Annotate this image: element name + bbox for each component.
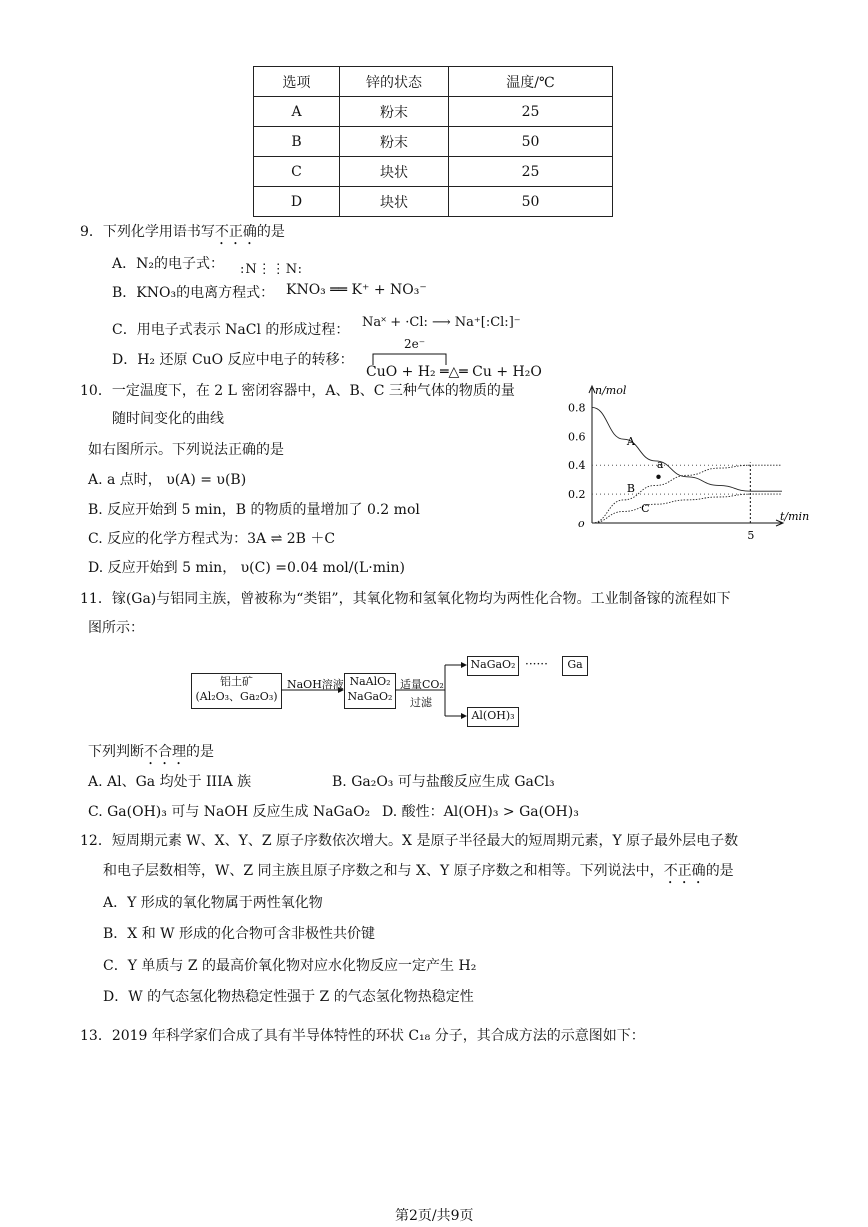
q11-option-d: D. 酸性：Al(OH)₃ > Ga(OH)₃	[382, 804, 579, 820]
q11-ask	[88, 741, 214, 768]
table-header: 选项	[254, 67, 340, 97]
table-row	[254, 127, 613, 157]
q11-option-c: C. Ga(OH)₃ 可与 NaOH 反应生成 NaGaO₂	[88, 804, 371, 820]
table-cell: 粉末	[340, 127, 449, 157]
q10-option-c: C. 反应的化学方程式为：3A ⇌ 2B ＋C	[88, 531, 336, 547]
table-cell: 块状	[340, 157, 449, 187]
y-tick-label: 0.2	[568, 488, 586, 502]
q9-emphasis: 不正确	[214, 224, 257, 240]
series-label-c: C	[641, 501, 650, 515]
table-cell: 25	[449, 157, 613, 187]
table-row	[254, 97, 613, 127]
table-header: 锌的状态	[340, 67, 449, 97]
flow-nagao2: NaGaO₂	[347, 690, 393, 703]
flow-ore-box	[191, 673, 282, 709]
flow-ga-box: Ga	[562, 656, 588, 676]
options-table	[253, 66, 613, 217]
flow-dots: ······	[525, 657, 548, 671]
table-cell: C	[254, 157, 340, 187]
flow-nagao2-box: NaGaO₂	[467, 656, 519, 676]
series-label-b: B	[626, 482, 635, 496]
flow-naoh-label: NaOH溶液	[287, 678, 344, 691]
table-header-row	[254, 67, 613, 97]
flow-arrows	[280, 650, 480, 740]
table-cell: 块状	[340, 187, 449, 217]
y-tick-label: 0.6	[568, 430, 586, 444]
series-line-c	[592, 494, 782, 523]
table-cell: 50	[449, 187, 613, 217]
y-tick-label: 0.4	[568, 459, 586, 473]
q11-emphasis: 不合理	[144, 744, 186, 760]
q10-option-d: D. 反应开始到 5 min， υ(C) =0.04 mol/(L·min)	[88, 560, 405, 576]
q11-stem-line2: 图所示：	[88, 620, 144, 636]
flow-ore-name: 铝土矿	[220, 675, 253, 688]
n2-electron-formula: :N⋮⋮N:	[240, 262, 304, 277]
q12-option-d: D．W 的气态氢化物热稳定性强于 Z 的气态氢化物热稳定性	[103, 989, 474, 1005]
q12-option-c: C．Y 单质与 Z 的最高价氧化物对应水化物反应一定产生 H₂	[103, 958, 477, 974]
table-header: 温度/℃	[449, 67, 613, 97]
q9-stem-text: 9．下列化学用语书写	[80, 224, 215, 240]
q12-option-b: B．X 和 W 形成的化合物可含非极性共价键	[103, 926, 375, 942]
q11-ask-text: 下列判断	[88, 744, 144, 760]
table-cell: 粉末	[340, 97, 449, 127]
q12-stem-end: 的是	[705, 863, 734, 879]
series-line-a	[592, 407, 782, 491]
q9-stem	[80, 221, 285, 248]
electron-transfer-label: 2e⁻	[404, 337, 426, 351]
q12-emphasis: 不正确	[663, 863, 706, 879]
flow-aloh3-box: Al(OH)₃	[467, 707, 519, 727]
q12-stem-line1: 12．短周期元素 W、X、Y、Z 原子序数依次增大。X 是原子半径最大的短周期元素，Y 原子最外层电子数	[80, 833, 739, 849]
q13-stem: 13．2019 年科学家们合成了具有半导体特性的环状 C₁₈ 分子，其合成方法的示意图如下：	[80, 1028, 645, 1044]
flow-naalo2: NaAlO₂	[349, 675, 391, 688]
q10-option-a: A. a 点时， υ(A) = υ(B)	[88, 472, 247, 488]
cuo-reduction-equation: CuO + H₂ ═△═ Cu + H₂O	[366, 364, 542, 380]
page-footer: 第2页/共9页	[395, 1208, 474, 1224]
annotation-a: a	[656, 457, 664, 471]
amount-vs-time-chart	[560, 380, 810, 545]
q12-option-a: A．Y 形成的氧化物属于两性氧化物	[103, 895, 323, 911]
q11-stem-line1: 11．镓(Ga)与铝同主族，曾被称为“类铝”，其氧化物和氢氧化物均为两性化合物。工业制备镓的流程如下	[80, 591, 731, 607]
x-tick-label: 5	[747, 529, 755, 542]
kno3-ionization-equation: KNO₃ ══ K⁺ + NO₃⁻	[286, 282, 427, 298]
q9-option-b: B．KNO₃的电离方程式：	[112, 285, 275, 301]
flow-ore-composition: (Al₂O₃、Ga₂O₃)	[195, 690, 278, 703]
q10-stem-line1: 10．一定温度下，在 2 L 密闭容器中，A、B、C 三种气体的物质的量	[80, 383, 515, 399]
table-cell: A	[254, 97, 340, 127]
y-tick-label: 0.8	[568, 401, 586, 415]
table-cell: D	[254, 187, 340, 217]
table-cell: B	[254, 127, 340, 157]
q10-stem-line2: 随时间变化的曲线	[112, 411, 224, 427]
table-row	[254, 187, 613, 217]
q9-option-d: D．H₂ 还原 CuO 反应中电子的转移：	[112, 352, 354, 368]
q11-option-a: A. Al、Ga 均处于 IIIA 族	[88, 774, 252, 790]
q12-stem-line2	[103, 860, 734, 887]
table-cell: 25	[449, 97, 613, 127]
x-axis-label: t/min	[780, 510, 810, 523]
q10-option-b: B. 反应开始到 5 min，B 的物质的量增加了 0.2 mol	[88, 502, 420, 518]
flow-co2-label: 适量CO₂	[400, 678, 444, 691]
origin-label: o	[578, 517, 585, 530]
q9-stem-end: 的是	[256, 224, 285, 240]
nacl-formation-formula: Na˟ + ·Cl: ⟶ Na⁺[:Cl:]⁻	[362, 315, 521, 330]
q9-option-a: A．N₂的电子式：	[112, 256, 224, 272]
series-label-a: A	[626, 435, 635, 449]
q12-stem-text: 和电子层数相等，W、Z 同主族且原子序数之和与 X、Y 原子序数之和相等。下列说法中，	[103, 863, 664, 879]
q11-ask-end: 的是	[186, 744, 214, 760]
q10-stem-line3: 如右图所示。下列说法正确的是	[88, 442, 284, 458]
intersection-point-a	[656, 475, 660, 479]
table-cell: 50	[449, 127, 613, 157]
flow-filter-label: 过滤	[410, 696, 432, 709]
table-row	[254, 157, 613, 187]
q9-option-c: C．用电子式表示 NaCl 的形成过程：	[112, 322, 350, 338]
q11-option-b: B. Ga₂O₃ 可与盐酸反应生成 GaCl₃	[332, 774, 555, 790]
y-axis-label: n/mol	[595, 384, 627, 397]
